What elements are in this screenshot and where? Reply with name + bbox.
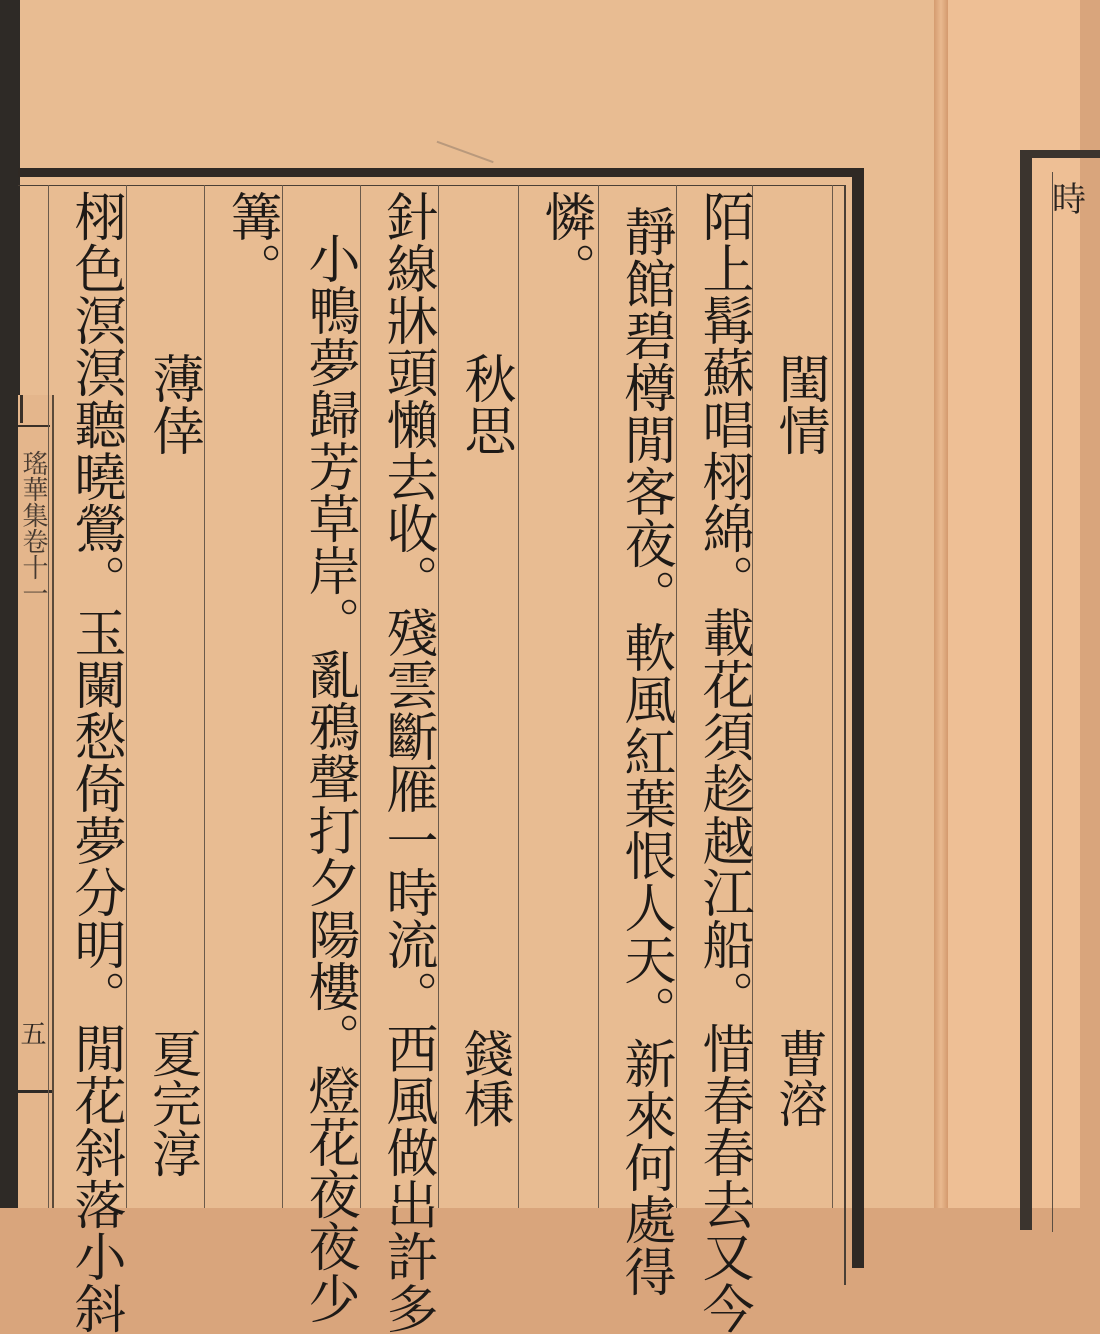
poem-title: 閨情 bbox=[769, 352, 829, 456]
poem-author: 夏完淳 bbox=[144, 1028, 202, 1178]
poem-title: 薄倖 bbox=[143, 352, 203, 456]
edge-page-number: 五 bbox=[16, 1020, 46, 1046]
poem-author: 錢棅 bbox=[456, 1028, 514, 1128]
right-page-rule bbox=[1052, 172, 1053, 1232]
poem-line: 憐。 bbox=[535, 190, 595, 294]
poem-author: 曹溶 bbox=[770, 1028, 828, 1128]
column-rule bbox=[282, 185, 283, 1208]
poem-line: 栩色溟溟聽曉鶯。玉闌愁倚夢分明。閒花斜落小斜 bbox=[65, 190, 125, 1334]
column-rule bbox=[518, 185, 519, 1208]
page-fold bbox=[934, 0, 948, 1208]
column-rule bbox=[832, 185, 833, 1208]
column-rule bbox=[48, 185, 49, 1208]
poem-line: 篝。 bbox=[221, 190, 281, 294]
edge-book-title: 瑤華集卷十一 bbox=[18, 450, 48, 606]
column-rule bbox=[598, 185, 599, 1208]
poem-title: 秋思 bbox=[455, 352, 515, 456]
poem-line: 小鴨夢歸芳草岸。亂鴉聲打夕陽樓。燈花夜夜少 bbox=[299, 232, 359, 1324]
poem-line: 靜館碧樽閒客夜。軟風紅葉恨人天。新來何處得 bbox=[615, 205, 675, 1297]
right-page-glyph: 時 bbox=[1052, 180, 1086, 220]
poem-line: 針線牀頭懶去收。殘雲斷雁一時流。西風做出許多 bbox=[377, 190, 437, 1334]
poem-line: 陌上髯蘇唱栩綿。載花須趁越江船。惜春春去又今 bbox=[693, 190, 753, 1334]
right-page-frame bbox=[1020, 150, 1100, 1230]
